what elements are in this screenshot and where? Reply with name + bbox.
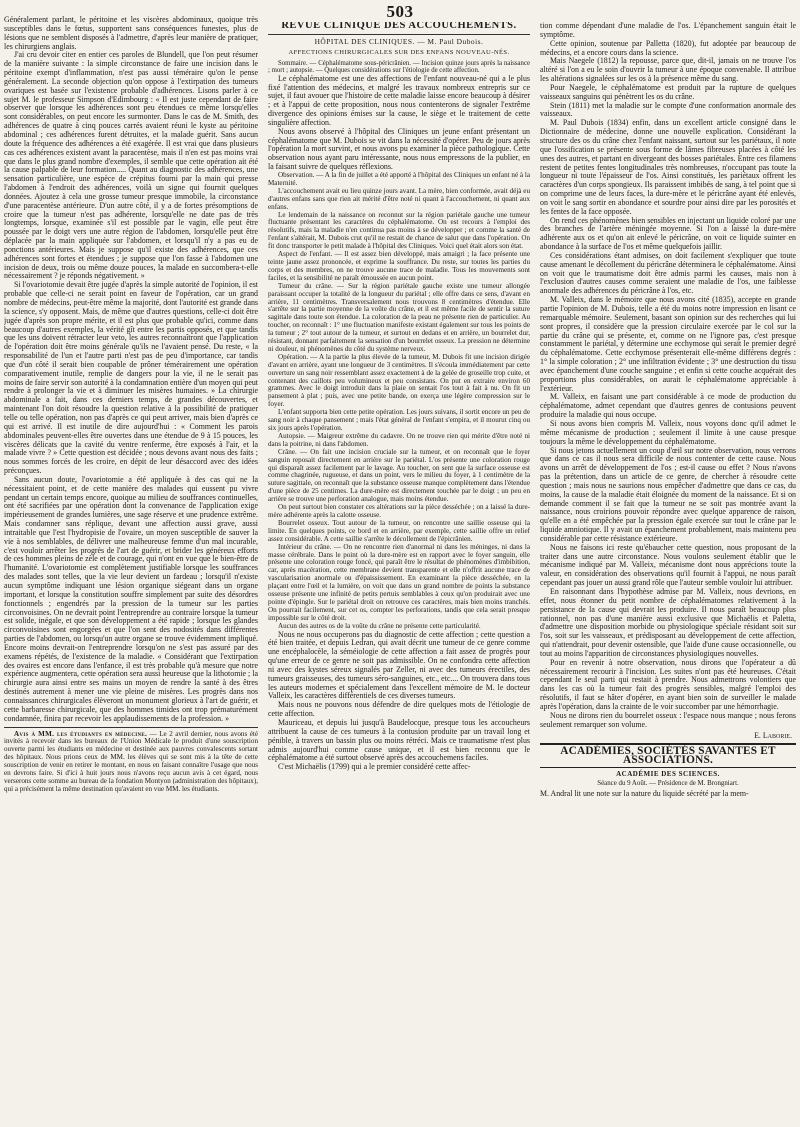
right-paragraph-6: M. Paul Dubois (1834) enfin, dans un excellent article consigné dans le Dictionnaire de médecine, donne une nouvelle explication. Considérant la structure des os du crâne chez l'enfant naissant, surtout sur les pariétaux, il note que l'ossification se présente sous forme de lâmes fibreuses placées à côté les unes des autres, et partant en divergeant des bosses pariétales. Entre ces filamens restent de petites fentes longitudinales très nombreuses, n'occupant pas toute la longueur ni toute l'épaisseur de l'os. Ainsi constitués, les pariétaux offrent les caractères d'un corps spongieux. Ils paraissent imbibés de sang, à tel point que si on comprime une de leurs faces, la dure-mère et le péricrâne ayant été enlevés, on voit le sang sortir en abondance et sourdre pour ainsi dire par les porosités et les fentes de la face opposée. bbox=[540, 118, 796, 216]
right-paragraph-5: Stein (1811) met la maladie sur le compte d'une conformation anormale des vaisseaux. bbox=[540, 100, 796, 119]
middle-paragraph-7: Tumeur du crâne. — Sur la région pariétale gauche existe une tumeur allongée paraissant occuper la totalité de la longueur du pariétal ; elle offre dans ce sens, d'avant en arrière, 11 centimètres. Transversalement nous trouvons 8 centimètres d'étendue. Elle s'arrête sur la partie moyenne de la voûte du crâne, et il est même facile de sentir la suture sagittale dans toute son étendue. La coloration de la peau ne présente rien de particulier. Au toucher, on reconnaît : 1° une fluctuation manifeste existant également sur tous les points de la tumeur ; 2° tout autour de la tumeur, et surtout en dedans et en arrière, un bourrelet dur, résistant, donnant parfaitement la sensation d'un bourrelet osseux. La pression ne détermine ni douleur, ni phénomènes du côté du système nerveux. bbox=[268, 281, 530, 353]
right-paragraph-16: Nous ne dirons rien du bourrelet osseux : l'espace nous manque ; nous ferons seulement remarquer son volume. bbox=[540, 710, 796, 729]
middle-paragraph-14: Intérieur du crâne. — On ne rencontre rien d'anormal ni dans les méninges, ni dans la masse cérébrale. Dans le point où la dure-mère est en rapport avec le foyer sanguin, elle présente une coloration rouge foncé, qui paraît être le résultat de phénomènes d'imbibition, car, après macération, cette membrane devient transparente et elle n'offrit aucune trace de vascularisation anormale ou d'épaississement. En examinant la pièce desséchée, en la plaçant entre l'œil et la lumière, on voit que dans un grand nombre de points la substance osseuse présente une infinité de petits pertuis semblables à ceux qu'on produirait avec une pointe d'épingle. Sur le pariétal droit on retrouve ces caractères, mais bien moins tranchés. On pourrait facilement, sur cet os, compter les perforations, tandis que cela serait presque impossible sur le côté droit. bbox=[268, 542, 530, 622]
right-paragraph-13: Nous ne faisons ici reste qu'ébaucher cette question, nous proposant de la traiter dans une autre circonstance. Nous voulons seulement établir que le mécanisme indiqué par M. Valleix, mécanisme dont nous apprécions toute la valeur, en considération des observations qu'il fournit à l'appui, ne nous paraît cependant pas jouer un aussi grand rôle que l'auteur semble vouloir lui attribuer. bbox=[540, 542, 796, 588]
middle-column bbox=[268, 22, 530, 1119]
middle-paragraph-2: Nous avons observé à l'hôpital des Cliniques un jeune enfant présentant un céphalématome que M. Dubois se vit dans la nécessité d'opérer. Peu de jours après l'opération la mort survint, et nous avons pu examiner la pièce pathologique. Cette observation nous ayant paru intéressante, nous nous empressons de la publier, en la faisant suivre de quelques réflexions. bbox=[268, 126, 530, 172]
right-paragraph-1: tion comme dépendant d'une maladie de l'os. L'épanchement sanguin était le symptôme. bbox=[540, 22, 796, 39]
right-paragraph-12: Si nous jetons actuellement un coup d'œil sur notre observation, nous verrons que dans ce cas il nous sera difficile de nous contenter de cette cause. Nous avons un arrêt de développement de l'os ; est-il cause ou effet ? Nous n'avons pas la prétention, dans un article de ce genre, de chercher à résoudre cette question ; mais nous ne saurions nous empêcher d'admettre que dans ce cas, du moins, la cause de la maladie était éloignée du moment de la naissance. Et si on demande comment il se fait que la tumeur ne se soit pas montrée avant la naissance, nous croirions pouvoir répondre avec quelque apparence de raison, qu'elle en a été empêchée par la pression égale exercée sur tout le crâne par le liquide amniotique. Il y avait un épanchement probablement, mais maintenu peu considérable par cette résistance extérieure. bbox=[540, 445, 796, 543]
middle-paragraph-16: Nous ne nous occuperons pas du diagnostic de cette affection ; cette question a été bien traitée, et depuis Ledran, qui avait décrit une tumeur de ce genre comme une encéphalocèle, la séméiologie de cette affection a fait assez de progrès pour qu'une erreur de ce genre ne soit pas admissible. On ne confondra cette affection ni avec des kystes séreux signalés par Zeller, ni avec des tumeurs érectiles, des tumeurs graisseuses, des tumeurs séro-sanguines, etc., etc.... On trouvera dans tous les auteurs modernes et spécialement dans l'excellent mémoire de M. le docteur Valleix, les caractères différentiels de ces diverses tumeurs. bbox=[268, 629, 530, 701]
middle-paragraph-5: Le lendemain de la naissance on reconnut sur la région pariétale gauche une tumeur fluctuante présentant les caractères du céphalématome. On est recours à l'emploi des résolutifs, mais la maladie n'en continua pas moins à se développer ; et comme la santé de l'enfant s'altérait, M. Dubois crut qu'il ne restait de chance de salut que dans l'opération. On fit donc transporter le petit malade à l'hôpital des Cliniques. Voici quel était alors son état. bbox=[268, 210, 530, 251]
student-notice bbox=[4, 731, 258, 794]
middle-paragraph-1: Le céphalématome est une des affections de l'enfant nouveau-né qui a le plus fixé l'attention des médecins, et malgré les travaux nombreux entrepris sur ce sujet, il faut avouer que l'histoire de cette maladie laisse encore beaucoup à désirer ; et à l'appui de cette proposition, nous nous contenterons de signaler l'extrême divergence des opinions émises sur la cause, le siège et le traitement de cette singulière affection. bbox=[268, 73, 530, 127]
section-title: REVUE CLINIQUE DES ACCOUCHEMENTS. bbox=[281, 22, 517, 31]
notice-title: Avis à MM. les étudiants en médecine. bbox=[14, 729, 148, 738]
right-paragraph-4: Pour Naegele, le céphalématome est produit par la rupture de quelques vaisseaux sanguins qui pénètrent les os du crâne. bbox=[540, 82, 796, 101]
middle-paragraph-6: Aspect de l'enfant. — Il est assez bien développé, mais amaigri ; la face présente une teinte jaune assez prononcée, et exprime la souffrance. Du reste, sur toutes les parties du corps et des membres, on ne trouve aucune trace de maladie. Tous les mouvements sont faciles, et la sensibilité ne paraît émoussée en aucun point. bbox=[268, 250, 530, 282]
left-paragraph-3: Si l'ovariotomie devait être jugée d'après la simple autorité de l'opinion, il est probable que celle-ci ne serait point en faveur de l'opération, car un grand nombre de médecins, peut-être même la majorité, dont l'autorité est grande dans la science, s'y opposent. Mais, de même que d'autres questions, celle-ci doit être jugée d'après son propre mérite, et il est plus que probable qu'ici, comme dans beaucoup d'autres exemples, la vérité gît entre les partis opposés, et que tandis que les uns doivent rétracter leur veto, les autres reconnaîtront que l'application de l'opération doit être moins générale qu'ils ne l'avaient pensé. Du reste, « la responsabilité de l'un et l'autre parti n'est pas de peu d'importance, car tandis que d'un côté il serait bien coupable de prôner témérairement une opération comparativement inutile, remplie de dangers pour la vie, il ne le serait pas moins de faire servir son autorité à la condamnation entière d'un moyen qui peut rendre à prolonger la vie et à diminuer les misères humaines. » La chirurgie abdominale a fait, dans ces derniers temps, de grandes découvertes, et maintenant l'on doit résoudre la question relative à la possibilité de pratiquer telle ou telle opération, non pas d'après ce qui peut arriver, mais bien d'après ce qui est arrivé. Il est inutile de dire aujourd'hui : « Comment les parois abdominales peuvent-elles être ouvertes dans une étendue de 9 à 15 pouces, les viscères délicats que la cavité du ventre renferme, être exposés à l'air, et la malade vivre ? » Cette question est décidée ; nous devons avant nous des faits ; nous sommes forcés de les croire, en dépit de leur désaccord avec des idées préconçues. bbox=[4, 280, 258, 476]
hospital-heading: HÔPITAL DES CLINIQUES. — M. Paul Dubois. bbox=[314, 36, 484, 46]
page-number: 503 bbox=[386, 2, 414, 21]
academies-heading: ACADÉMIES, SOCIÉTÉS SAVANTES ET ASSOCIATIONS. bbox=[540, 743, 796, 768]
middle-paragraph-13: Bourrelet osseux. Tout autour de la tumeur, on rencontre une saillie osseuse qui la limite. En quelques points, ce bord et en arrière, par exemple, cette saillie offre un relief assez considérable. A cette saillie s'arrête le décollement de l'épicrânien. bbox=[268, 518, 530, 543]
middle-paragraph-11: Crâne. — On fait une incision cruciale sur la tumeur, et on reconnaît que le foyer sanguin reposait directement en arrière sur le pariétal. L'os présente une coloration rouge qui disparaît assez facilement par le lavage. Au toucher, on sent que la surface osseuse est comme chagrinée, rugueuse, et dans un point, vers le milieu du foyer, à 1 centimètre de la suture sagittale, on reconnaît que la substance osseuse manque complètement dans l'étendue d'une pièce de 25 centimes. La dure-mère est directement touchée par le doigt ; un peu en arrière se trouve une perforation analogue, mais moins étendue. bbox=[268, 447, 530, 504]
notice-text: — Le 2 avril dernier, nous avons été invités à recevoir dans les bureaux de l'Union Médicale le produit d'une souscription ouverte parmi les étudiants en médecine et destinée aux pauvres convalescents sortant des hôpitaux. Nous prions ceux de MM. les élèves qui se sont mis à la tête de cette souscription de venir en retirer le montant, en nous en faisant connaître l'usage que nous en devrons faire. Si d'ici à huit jours nous n'avons reçu aucun avis à cet égard, nous verserons cette somme au bureau de la fondation Montyon (administration des hôpitaux), qui a précisément la même destination qu'avaient en vue MM. les étudiants. bbox=[4, 729, 258, 793]
middle-paragraph-3: Observation. — A la fin de juillet a été apporté à l'hôpital des Cliniques un enfant né à la Maternité. bbox=[268, 171, 530, 187]
middle-paragraph-10: Autopsie. — Maigreur extrême du cadavre. On ne trouve rien qui mérite d'être noté ni dans la poitrine, ni dans l'abdomen. bbox=[268, 431, 530, 448]
right-paragraph-8: Ces considérations étant admises, on doit facilement s'expliquer que toute cause amenant le décollement du péricrâne déterminera le céphalématome. Ainsi on voit que le traumatisme doit être admis parmi les causes, mais non à l'exclusion d'autres causes comme seraient une maladie de l'os, une faiblesse anormale des adhérences du péricrâne à l'os, etc. bbox=[540, 250, 796, 296]
right-paragraph-3: Mais Naegele (1812) la repousse, parce que, dit-il, jamais on ne trouve l'os altéré si l'on a eu le soin d'ouvrir la tumeur à une époque convenable. Il attribue les altérations signalées sur les os à la présence même du sang. bbox=[540, 56, 796, 84]
middle-paragraph-4: L'accouchement avait eu lieu quinze jours avant. La mère, bien conformée, avait déjà eu d'autres enfans sans que rien ait mérité d'être noté ni quant à l'accouchement, ni quant aux enfans. bbox=[268, 186, 530, 211]
left-column bbox=[4, 16, 258, 1119]
right-column bbox=[540, 22, 796, 1119]
right-paragraph-10: M. Valleix, en faisant une part considérable à ce mode de production du céphalématome, admet cependant que d'autres genres de contusions peuvent produire la maladie qui nous occupe. bbox=[540, 392, 796, 420]
article-subtitle: AFFECTIONS CHIRURGICALES SUR DES ENFANS NOUVEAU-NÉS. bbox=[288, 48, 510, 56]
middle-paragraph-18: Mauriceau, et depuis lui jusqu'à Baudelocque, presque tous les accoucheurs attribuent la cause de ces tumeurs à la contusion produite par un travail long et pénible, à travers un bassin plus ou moins rétréci. Mais ce traumatisme n'est plus admis aujourd'hui comme cause unique, et il est bien reconnu que le céphalématome a été surtout observé après des accouchemens faciles. bbox=[268, 718, 530, 763]
divider bbox=[4, 727, 258, 728]
left-paragraph-4: Sans aucun doute, l'ovariotomie a été appliquée à des cas qui ne la nécessitaient point, et de cette manière des malades qui eussent pu vivre pendant un certain temps encore, quoique au milieu de souffrances continuelles, ont été sacrifiées par une opération dont la convenance de l'application exige impérieusement de grandes lumières, une sage réserve et une prudence extrême. Mais condamner sans réplique, devant une affection aussi grave, aussi intraitable que l'est l'hydropisie de l'ovaire, un moyen susceptible de sauver la vie à nos semblables, de délivrer une malheureuse femme d'un mal incurable, c'est vouloir arrêter les progrès de l'art de guérir, et brider les généreux efforts de ces hommes pleins de zèle et de courage, qui n'ont en vue que le bien-être de l'humanité. L'ovariotomie est complètement justifiable lorsque les souffrances des malades sont telles, que la vie leur devient un fardeau ; lorsqu'il n'existe aucun symptôme indiquant une lésion organique siégeant dans un organe important, et lorsque la constitution souffre simplement par suite des désordres fonctionnels ; engendrés par la pression de la tumeur sur les parties circonvoisines. On ne devrait point l'entreprendre au contraire lorsque la tumeur est solide, inégale, et que son développement a été rapide ; lorsque les glandes circonvoisines sont engorgées et que l'on sent des nodosités dans différentes parties de l'abdomen, ou lorsqu'un autre organe se trouve évidemment impliqué. Encore moins devrait-on l'entreprendre lorsqu'on ne s'est pas assuré par des examens répétés, de l'existence de la maladie. « Considérant que l'extirpation des ovaires est encore dans l'enfance, il est très probable qu'à mesure que notre expérience augmentera, cette opération sera aussi heureuse que la lithotomie ; la chirurgie aura ainsi entre ses mains un moyen de rendre la santé à des êtres destinés autrement à mener une vie pleine de misères. Les progrès dans nos connaissances chirurgicales élèveront un monument glorieux à l'art de guérir, et cette barbaresse chirurgicale, que des hommes timides ont trop prématurément condamnée, finira par recevoir les applaudissements de la profession. » bbox=[4, 474, 258, 723]
right-paragraph-14: En raisonnant dans l'hypothèse admise par M. Valleix, nous devrions, en effet, nous étonner du petit nombre de céphalématomes relativement à la persistance de la cause qui devrait les produire. Il nous paraît beaucoup plus rationnel, non pas d'une manière aussi exclusive que Michaëlis et Paletta, d'admettre une disposition morbide ou physiologique spéciale résidant soit sur l'os, soit sur les vaisseaux, et prédisposant au développement de cette affection, qui n'attendrait, pour devenir ostensible, que l'aide d'une cause occasionnelle, ou tout au moins l'apparition de circonstances physiologiques nouvelles. bbox=[540, 587, 796, 658]
academy-name: ACADÉMIE DES SCIENCES. bbox=[616, 770, 720, 779]
divider bbox=[268, 34, 530, 35]
middle-paragraph-12: On peut surtout bien constater ces altérations sur la pièce desséchée ; on a laissé la dure-mère adhérente après la calotte osseuse. bbox=[268, 503, 530, 519]
right-paragraph-9: M. Valleix, dans le mémoire que nous avons cité (1835), accepte en grande partie l'opinion de M. Dubois, telle a été du moins notre impression en lisant ce remarquable mémoire. Seulement, basant son opinion sur des recherches qui lui sont propres, il considère que la pression circulaire exercée par le col sur la partie du crâne qui se présente, et, comme on ne l'ignore pas, c'est presque constamment le pariétal, y détermine une ecchymose qui serait le premier degré du céphalématome. Cette ecchymose présenterait elle-même différens degrés : 1° la simple coloration ; 2° une infiltration évidente ; 3° une destruction du tissu avec épanchement d'une couche sanguine ; et enfin si cette couche acquérait des proportions plus considérables, on aurait le céphalématome appréciable à l'extérieur. bbox=[540, 295, 796, 393]
middle-paragraph-9: L'enfant supporta bien cette petite opération. Les jours suivans, il sortit encore un peu de sang noir à chaque pansement ; mais l'état général de l'enfant s'empira, et il mourut cinq ou six jours après l'opération. bbox=[268, 408, 530, 432]
author-signature: E. Laborie. bbox=[754, 730, 792, 740]
meeting-line: Séance du 9 Août. — Présidence de M. Brongniart. bbox=[597, 779, 739, 787]
right-paragraph-2: Cette opinion, soutenue par Palletta (1820), fut adoptée par beaucoup de médecins, et a encore cours dans la science. bbox=[540, 38, 796, 57]
article-summary: Sommaire. — Céphalématome sous-péricrânien. — Incision quinze jours après la naissance ; mort ; autopsie. — Quelques considérations sur l'étiologie de cette affection. bbox=[268, 59, 530, 75]
right-paragraph-7: On rend ces phénomènes bien sensibles en injectant un liquide coloré par une des branches de l'artère méningée moyenne. Si l'on a laissé la dure-mère adhérente aux os et qu'on ait enlevé le péricrâne, on voit ce liquide suinter en abondance à la surface de l'os et même quelquefois jaillir. bbox=[540, 215, 796, 252]
middle-paragraph-15: Aucun des autres os de la voûte du crâne ne présente cette particularité. bbox=[278, 621, 481, 630]
left-paragraph-2: J'ai cru devoir citer en entier ces paroles de Blundell, que l'on peut résumer de la manière suivante : la simple circonstance de faire une incision dans le péritoine exempt d'inflammation, n'est pas aussi téméraire qu'on le pense généralement. La seconde objection qu'on oppose à l'extirpation des tumeurs ovariques est basée sur l'existence probable d'adhérences. Lisons parler à ce sujet M. le professeur Simpson d'Edimbourg : « Il est juste cependant de faire observer que lorsque les adhérences sont peu étendues ce même lorsqu'elles sont considérables, on peut encore les surmonter. Dans le cas de M. Smith, des adhérences de quatre à cinq pouces carrés avaient réuni le kyste au péritoine abdominal ; ces adhérences furent détruites, et la malade guérit. Sans aucun doute la fréquence des adhérences a été exagérée. Il est vrai que dans plusieurs cas ces adhérences existent avant la paracentèse, mais il n'en est pas moins vrai que dans le plus grand nombre d'exemples, il semble que cette opération ait été la cause palpable de leur formation..... Quant au diagnostic des adhérences, une sensation particulière, une espèce de crépitus fourni par la main qui presse l'abdomen à l'endroit des adhérences, voilà un signe qui fournit quelques données. Ajoutez à cela une grosse tumeur presque immobile, la circonstance d'une paracentèse antérieure. D'un autre côté, il y a de fortes présomptions de croire que la tumeur n'est pas adhérente, lorsqu'elle ne date pas de très longtemps, lorsque, examinée s'il est possible par le vagin, elle peut être poussée par le doigt vers une autre région de l'abdomen, lorsqu'elle peut être déplacée par la main appliquée sur l'abdomen, et lorsqu'il n'y a pas eu de ponctions antérieures. Mais je suppose qu'il existe des adhérences, que ces adhérences sont fortes et étendues ; je suppose que l'on fasse à l'abdomen une incision de deux, trois ou même douze pouces, la malade en succombera-t-elle nécessairement ? je réponds négativement. » bbox=[4, 50, 258, 281]
middle-paragraph-19: C'est Michaëlis (1799) qui a le premier considéré cette affec- bbox=[278, 762, 471, 772]
middle-paragraph-8: Opération. — A la partie la plus élevée de la tumeur, M. Dubois fit une incision dirigée d'avant en arrière, ayant une longueur de 3 centimètres. Il s'écoula immédiatement par cette ouverture un sang noir ressemblant assez exactement à de la gelée de groseille trop cuite, et contenant des caillots peu volumineux et peu consistans. On put en extraire environ 60 grammes. Avec le doigt introduit dans la plaie on sentait l'os tout à fait à nu. On fit un pansement à plat ; puis, avec une petite bande, on exerça une légère compression sur le foyer. bbox=[268, 352, 530, 409]
academy-first-line: M. Andral lit une note sur la nature du liquide sécrété par la mem- bbox=[540, 788, 749, 798]
middle-paragraph-17: Mais nous ne pouvons nous défendre de dire quelques mots de l'étiologie de cette affection. bbox=[268, 700, 530, 719]
left-paragraph-1: Généralement parlant, le péritoine et les viscères abdominaux, quoique très susceptibles dans le fœtus, supportent sans conséquences funestes, plus de lésions que ne semblent disposés à l'admettre, d'après leur manière de pratiquer, les chirurgiens anglais. bbox=[4, 16, 258, 51]
right-paragraph-15: Pour en revenir à notre observation, nous dirons que l'opérateur a dû nécessairement recourir à l'incision. Les suites n'ont pas été heureuses. C'était cependant le seul parti qui restait à prendre. Nous admettrons volontiers que dans les cas où la tumeur fait des progrès sensibles, malgré l'emploi des résolutifs, il faut se hâter d'opérer, en ayant bien soin de surveiller le malade après l'opération, dans la crainte de le voir succomber par une hémorrhagie. bbox=[540, 657, 796, 711]
right-paragraph-11: Si nous avons bien compris M. Valleix, nous voyons donc qu'il admet le même mécanisme de production ; seulement il limite à une cause presque toujours la même le développement du céphalématome. bbox=[540, 418, 796, 446]
